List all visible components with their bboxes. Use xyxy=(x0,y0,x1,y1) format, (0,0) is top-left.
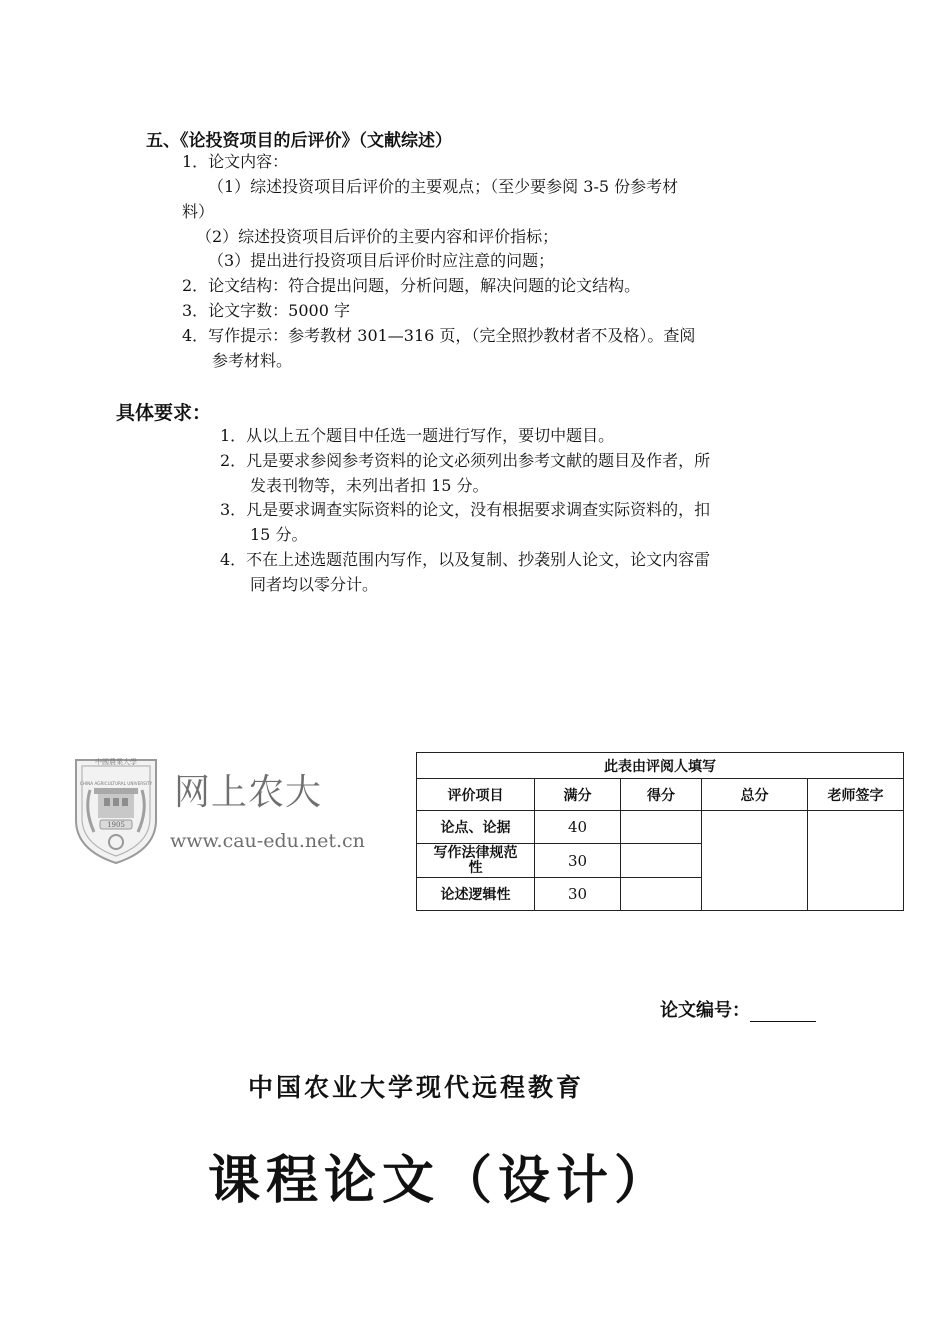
requirement-1: 1．从以上五个题目中任选一题进行写作，要切中题目。 xyxy=(220,426,615,445)
requirement-4-line1: 4．不在上述选题范围内写作，以及复制、抄袭别人论文，论文内容雷 xyxy=(220,550,711,569)
svg-text:1905: 1905 xyxy=(107,821,125,829)
paper-number xyxy=(660,996,816,1022)
row-full-score: 30 xyxy=(535,878,621,911)
paper-number-label: 论文编号： xyxy=(660,1000,750,1021)
header-total: 总分 xyxy=(702,779,808,811)
total-score-cell[interactable] xyxy=(702,811,808,911)
row-item: 写作法律规范 性 xyxy=(417,844,535,878)
university-logo xyxy=(70,750,370,865)
section5-sub1-line2: 料） xyxy=(182,202,215,221)
requirement-3-line1: 3．凡是要求调查实际资料的论文，没有根据要求调查实际资料的，扣 xyxy=(220,500,711,519)
table-row xyxy=(417,811,904,844)
brand-name: 网上农大 xyxy=(174,772,323,813)
section5-item2: 2．论文结构：符合提出问题，分析问题，解决问题的论文结构。 xyxy=(182,276,641,295)
university-seal-icon xyxy=(70,750,162,865)
header-item: 评价项目 xyxy=(417,779,535,811)
row-item: 论点、论据 xyxy=(417,811,535,844)
section5-sub3: （3）提出进行投资项目后评价时应注意的问题； xyxy=(208,251,555,270)
section5-item1: 1．论文内容： xyxy=(182,152,289,171)
row-full-score: 30 xyxy=(535,844,621,878)
header-full-score: 满分 xyxy=(535,779,621,811)
evaluation-table xyxy=(416,752,904,911)
header-score: 得分 xyxy=(621,779,702,811)
table-caption: 此表由评阅人填写 xyxy=(417,753,904,779)
score-cell[interactable] xyxy=(621,811,702,844)
requirements-title: 具体要求： xyxy=(116,402,212,424)
requirement-2-line2: 发表刊物等，未列出者扣 15 分。 xyxy=(250,476,489,495)
section5-sub2: （2）综述投资项目后评价的主要内容和评价指标； xyxy=(196,227,559,246)
header-signature: 老师签字 xyxy=(808,779,904,811)
university-line: 中国农业大学现代远程教育 xyxy=(248,1073,585,1102)
svg-text:中國農業大學: 中國農業大學 xyxy=(95,758,137,766)
score-cell[interactable] xyxy=(621,844,702,878)
requirement-4-line2: 同者均以零分计。 xyxy=(250,575,379,594)
svg-text:CHINA AGRICULTURAL UNIVERSITY: CHINA AGRICULTURAL UNIVERSITY xyxy=(79,781,153,786)
requirement-3-line2: 15 分。 xyxy=(250,525,308,544)
row-full-score: 40 xyxy=(535,811,621,844)
section5-item3: 3．论文字数：5000 字 xyxy=(182,301,350,320)
teacher-signature-cell[interactable] xyxy=(808,811,904,911)
section5-item4-line2: 参考材料。 xyxy=(212,351,293,370)
brand-url: www.cau-edu.net.cn xyxy=(170,830,365,852)
section5-title: 五、《论投资项目的后评价》（文献综述） xyxy=(146,131,452,151)
requirement-2-line1: 2．凡是要求参阅参考资料的论文必须列出参考文献的题目及作者，所 xyxy=(220,451,711,470)
section5-item4-line1: 4．写作提示：参考教材 301—316 页，（完全照抄教材者不及格）。查阅 xyxy=(182,326,696,345)
row-item: 论述逻辑性 xyxy=(417,878,535,911)
score-cell[interactable] xyxy=(621,878,702,911)
main-title: 课程论文（设计） xyxy=(208,1151,673,1211)
paper-number-blank[interactable] xyxy=(750,1001,816,1022)
section5-sub1-line1: （1）综述投资项目后评价的主要观点；（至少要参阅 3-5 份参考材 xyxy=(208,177,679,196)
